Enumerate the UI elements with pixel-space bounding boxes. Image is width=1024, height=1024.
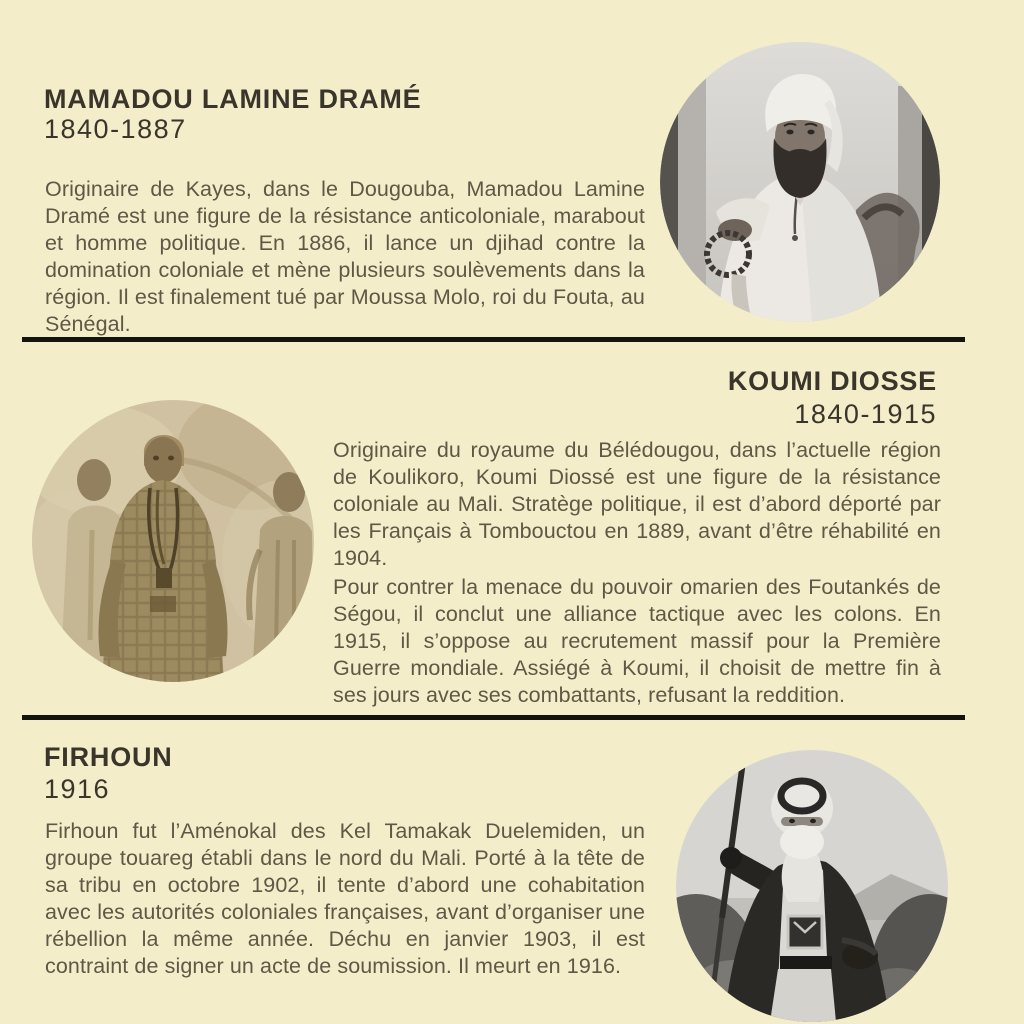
portrait-mamadou-illustration [660, 42, 940, 322]
section-title-mamadou: MAMADOU LAMINE DRAMÉ [44, 84, 422, 114]
section-dates-mamadou: 1840-1887 [44, 114, 187, 144]
section-paragraph-firhoun: Firhoun fut l’Aménokal des Kel Tamakak Duelemiden, un groupe touareg établi dans le nord du Mali. Porté à la tête de sa tribu en octobre 1902, il tente d’abord une cohabitation avec les autorités coloniales françaises, avant d’organiser une rébellion la même année. Déchu en janvier 1903, il est contraint de signer un acte de soumission. Il meurt en 1916. [45, 819, 645, 978]
portrait-firhoun-illustration [676, 750, 948, 1022]
section-divider [22, 715, 965, 720]
section-paragraph-koumi-2: Pour contrer la menace du pouvoir omarien des Foutankés de Ségou, il conclut une alliance tactique avec les colons. En 1915, il s’oppose au recrutement massif pour la Première Guerre mondiale. Assiégé à Koumi, il choisit de mettre fin à ses jours avec ses combattants, refusant la reddition. [333, 575, 941, 707]
section-title-koumi: KOUMI DIOSSE [727, 366, 937, 396]
section-paragraph-mamadou: Originaire de Kayes, dans le Dougouba, Mamadou Lamine Dramé est une figure de la résistance anticoloniale, marabout et homme politique. En 1886, il lance un djihad contre la domination coloniale et mène plusieurs soulèvements dans la région. Il est finalement tué par Moussa Molo, roi du Fouta, au Sénégal. [45, 177, 645, 336]
section-dates-firhoun: 1916 [44, 774, 111, 804]
section-title-firhoun: FIRHOUN [44, 742, 173, 772]
portrait-photo-firhoun [676, 750, 948, 1022]
section-dates-koumi: 1840-1915 [794, 399, 937, 429]
portrait-photo-koumi [32, 400, 314, 682]
section-divider [22, 337, 965, 342]
portrait-koumi-illustration [32, 400, 314, 682]
section-paragraph-koumi-1: Originaire du royaume du Bélédougou, dans l’actuelle région de Koulikoro, Koumi Diossé est une figure de la résistance coloniale au Mali. Stratège politique, il est d’abord déporté par les Français à Tombouctou en 1889, avant d’être réhabilité en 1904. [333, 438, 941, 570]
portrait-photo-mamadou [660, 42, 940, 322]
